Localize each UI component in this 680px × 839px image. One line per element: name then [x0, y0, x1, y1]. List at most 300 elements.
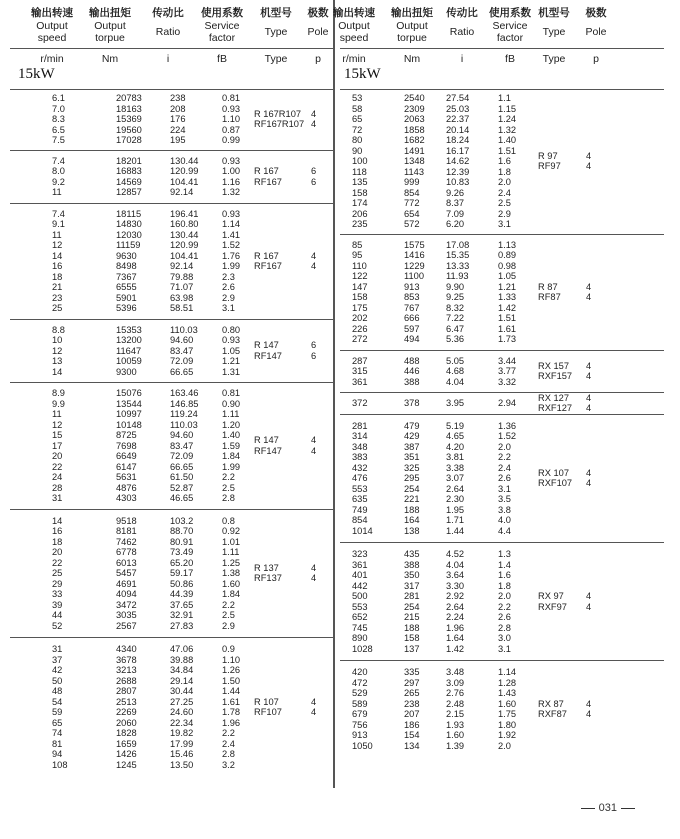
motor-group [10, 151, 334, 204]
service-factor-value: 2.0 [498, 591, 511, 601]
type-label: R 97 [538, 150, 558, 161]
speed-value: 11 [52, 187, 62, 197]
pole-label: 4 [586, 478, 592, 489]
speed-value: 65 [52, 717, 63, 728]
pole-header-en1: Pole [585, 25, 607, 38]
table-row [10, 335, 334, 346]
power-label: 15kW [344, 66, 381, 82]
service-factor-value: 2.0 [498, 177, 511, 187]
speed-value: 756 [352, 719, 368, 730]
pole-label: 4 [311, 250, 317, 261]
pole-cell [311, 109, 316, 130]
type-label: R 147 [254, 340, 279, 351]
service-header-zh: 使用系数 [201, 7, 243, 19]
table-row [340, 209, 664, 220]
table-row [340, 292, 664, 303]
ratio-value: 52.87 [170, 482, 194, 493]
table-row [10, 282, 334, 293]
ratio-value: 63.98 [170, 292, 194, 303]
speed-value: 206 [352, 208, 368, 219]
speed-value: 652 [352, 612, 368, 622]
ratio-value: 72.09 [170, 356, 194, 366]
service-factor-value: 1.26 [222, 665, 241, 675]
pole-label: 4 [586, 392, 592, 403]
speed-value: 11 [52, 409, 62, 419]
table-row [10, 568, 334, 579]
speed-value: 1050 [352, 740, 373, 751]
ratio-value: 2.76 [446, 688, 465, 698]
torque-value: 16883 [116, 166, 142, 176]
service-factor-value: 1.60 [222, 578, 241, 589]
left-table-header [10, 0, 334, 90]
table-row [340, 188, 664, 199]
torque-value: 1491 [404, 145, 425, 156]
torque-value: 597 [404, 323, 420, 334]
table-row [10, 420, 334, 431]
speed-value: 12 [52, 419, 63, 430]
pole-label: 4 [586, 292, 592, 302]
ratio-value: 59.17 [170, 568, 194, 578]
pole-cell [586, 393, 591, 414]
speed-value: 16 [52, 526, 63, 536]
service-factor-value: 2.3 [222, 271, 235, 282]
type-cell [538, 393, 572, 414]
speed-value: 74 [52, 728, 63, 738]
motor-group [340, 90, 664, 235]
ratio-value: 94.60 [170, 335, 194, 345]
table-row [340, 730, 664, 741]
torque-value: 2309 [404, 103, 425, 114]
torque-value: 14569 [116, 176, 142, 187]
table-row [340, 313, 664, 324]
table-row [340, 560, 664, 571]
service-factor-value: 0.93 [222, 103, 241, 114]
speed-value: 281 [352, 420, 368, 431]
service-factor-value: 1.25 [222, 557, 241, 568]
table-row [10, 697, 334, 708]
ratio-value: 65.20 [170, 557, 194, 568]
ratio-value: 224 [170, 124, 186, 135]
right-table [333, 0, 664, 790]
service-factor-value: 2.8 [498, 622, 511, 633]
table-row [10, 451, 334, 462]
pole-label: 4 [586, 281, 592, 292]
ratio-header-en1: Ratio [155, 25, 181, 38]
service-factor-value: 1.8 [498, 166, 511, 177]
torque-header-en1: Output [94, 19, 126, 32]
speed-value: 174 [352, 198, 368, 208]
speed-value: 18 [52, 536, 63, 547]
pole-label: 4 [311, 261, 317, 271]
service-unit: fB [505, 53, 515, 65]
speed-value: 22 [52, 557, 63, 568]
service-factor-value: 1.10 [222, 654, 241, 665]
speed-value: 39 [52, 599, 63, 610]
torque-value: 7698 [116, 440, 137, 451]
service-factor-value: 1.14 [222, 219, 241, 229]
type-cell [538, 151, 561, 172]
speed-value: 383 [352, 452, 368, 462]
torque-value: 388 [404, 376, 420, 387]
table-row [10, 187, 334, 198]
speed-value: 175 [352, 302, 368, 313]
service-factor-value: 1.14 [498, 667, 517, 677]
service-factor-value: 1.40 [498, 135, 517, 145]
service-factor-value: 1.4 [498, 559, 511, 570]
speed-value: 94 [52, 749, 63, 759]
ratio-value: 3.38 [446, 462, 465, 473]
ratio-value: 34.84 [170, 665, 194, 675]
torque-value: 221 [404, 494, 420, 504]
table-row [10, 261, 334, 272]
table-row [340, 463, 664, 474]
motor-group [10, 383, 334, 510]
speed-value: 21 [52, 282, 63, 292]
speed-value: 23 [52, 292, 63, 303]
ratio-value: 5.36 [446, 334, 465, 344]
service-factor-value: 1.31 [222, 366, 241, 377]
type-unit: Type [264, 53, 288, 65]
table-row [340, 633, 664, 644]
ratio-value: 22.37 [446, 114, 470, 124]
service-factor-value: 2.2 [498, 452, 511, 462]
torque-value: 6147 [116, 461, 137, 472]
pole-cell [586, 591, 591, 612]
service-factor-value: 1.42 [498, 302, 517, 313]
speed-value: 913 [352, 730, 368, 740]
table-row [10, 655, 334, 666]
ratio-value: 27.54 [446, 93, 470, 103]
pole-cell [586, 699, 591, 720]
type-label: RXF97 [538, 601, 567, 612]
torque-unit: Nm [403, 53, 421, 65]
torque-value: 572 [404, 219, 420, 229]
torque-value: 854 [404, 187, 420, 198]
torque-value: 335 [404, 667, 420, 677]
service-factor-value: 1.10 [222, 114, 241, 124]
table-row [10, 579, 334, 590]
table-row [10, 409, 334, 420]
ratio-header-zh: 传动比 [152, 7, 184, 19]
torque-value: 10148 [116, 419, 142, 430]
torque-value: 1682 [404, 135, 425, 145]
table-row [10, 718, 334, 729]
service-factor-value: 3.5 [498, 494, 511, 504]
ratio-value: 5.19 [446, 420, 465, 431]
service-factor-value: 1.28 [498, 677, 517, 688]
torque-value: 11647 [116, 345, 142, 356]
speed-value: 6.5 [52, 124, 65, 135]
table-row [10, 472, 334, 483]
speed-value: 15 [52, 430, 63, 440]
service-factor-value: 3.1 [222, 303, 235, 313]
ratio-value: 2.15 [446, 709, 465, 719]
speed-value: 361 [352, 376, 368, 387]
table-row [340, 709, 664, 720]
service-header-en2: factor [208, 32, 236, 44]
table-row [340, 177, 664, 188]
table-row [340, 146, 664, 157]
ratio-value: 25.03 [446, 103, 470, 114]
service-factor-value: 1.8 [498, 580, 511, 591]
speed-value: 890 [352, 633, 368, 643]
speed-value: 100 [352, 156, 368, 166]
speed-value: 315 [352, 366, 368, 376]
torque-value: 154 [404, 730, 420, 740]
service-factor-value: 1.21 [498, 281, 517, 292]
service-factor-value: 2.2 [222, 599, 235, 610]
speed-value: 90 [352, 145, 363, 156]
service-factor-value: 1.21 [222, 356, 241, 366]
torque-header-en2: torpue [397, 32, 427, 44]
type-label: RF107 [254, 707, 282, 717]
ratio-value: 163.46 [170, 388, 199, 398]
table-row [340, 334, 664, 345]
speed-header [324, 7, 384, 45]
ratio-value: 4.65 [446, 431, 465, 441]
table-row [340, 526, 664, 537]
speed-value: 401 [352, 570, 368, 580]
service-factor-value: 2.2 [222, 472, 235, 482]
table-row [10, 272, 334, 283]
speed-value: 44 [52, 610, 63, 620]
ratio-value: 39.88 [170, 654, 194, 665]
service-factor-value: 1.75 [498, 709, 517, 719]
pole-header-zh: 极数 [307, 7, 329, 19]
speed-unit: r/min [40, 53, 64, 65]
table-row [340, 282, 664, 293]
ratio-value: 1.96 [446, 622, 465, 633]
service-factor-value: 1.51 [498, 145, 517, 156]
table-row [340, 431, 664, 442]
left-table [10, 0, 334, 790]
pole-label: 4 [311, 707, 317, 717]
ratio-value: 120.99 [170, 166, 199, 176]
service-factor-value: 1.24 [498, 114, 517, 124]
speed-value: 14 [52, 515, 63, 526]
service-factor-value: 1.3 [498, 549, 511, 559]
service-factor-value: 1.43 [498, 688, 517, 698]
motor-group [340, 543, 664, 661]
service-factor-value: 1.00 [222, 166, 241, 176]
service-factor-value: 3.8 [498, 504, 511, 515]
type-cell [254, 109, 304, 130]
service-factor-value: 1.41 [222, 229, 241, 240]
type-unit: Type [542, 53, 566, 65]
ratio-value: 17.08 [446, 239, 470, 250]
ratio-unit: i [460, 53, 464, 65]
table-row [10, 589, 334, 600]
service-factor-value: 3.1 [498, 643, 511, 654]
torque-value: 351 [404, 452, 420, 462]
table-row [10, 707, 334, 718]
torque-value: 6649 [116, 451, 137, 461]
type-label: RX 87 [538, 698, 564, 709]
header-divider [10, 48, 334, 49]
service-factor-value: 1.61 [498, 323, 517, 334]
table-row [10, 166, 334, 177]
torque-unit: Nm [101, 53, 119, 65]
page-number: 031 [581, 802, 635, 814]
torque-value: 4340 [116, 644, 137, 654]
torque-value: 654 [404, 208, 420, 219]
table-row [10, 483, 334, 494]
ratio-value: 2.64 [446, 483, 465, 494]
service-factor-value: 1.16 [222, 176, 241, 187]
service-factor-value: 2.9 [222, 620, 235, 631]
type-cell [538, 361, 572, 382]
speed-value: 553 [352, 601, 368, 612]
torque-value: 7367 [116, 271, 137, 282]
torque-value: 429 [404, 431, 420, 441]
ratio-value: 19.82 [170, 728, 194, 738]
torque-value: 20783 [116, 93, 142, 103]
ratio-value: 71.07 [170, 282, 194, 292]
ratio-value: 1.95 [446, 504, 465, 515]
service-factor-value: 1.32 [498, 124, 517, 135]
speed-value: 108 [52, 759, 68, 770]
torque-value: 913 [404, 281, 420, 292]
ratio-header-en1: Ratio [449, 25, 475, 38]
ratio-value: 18.24 [446, 135, 470, 145]
speed-value: 53 [352, 93, 363, 103]
motor-group [10, 638, 334, 774]
ratio-value: 13.33 [446, 260, 470, 271]
table-row [340, 303, 664, 314]
torque-value: 3678 [116, 654, 137, 665]
table-row [340, 366, 664, 377]
speed-value: 158 [352, 187, 368, 198]
service-header-en1: Service [204, 19, 240, 32]
service-factor-value: 0.99 [222, 135, 241, 145]
ratio-value: 103.2 [170, 515, 194, 526]
service-factor-value: 1.52 [498, 431, 517, 441]
ratio-value: 30.44 [170, 686, 194, 696]
torque-value: 6013 [116, 557, 137, 568]
service-factor-value: 1.96 [222, 717, 241, 728]
service-factor-value: 1.52 [222, 240, 241, 250]
torque-header-en1: Output [396, 19, 428, 32]
service-factor-value: 1.99 [222, 461, 241, 472]
ratio-value: 3.81 [446, 452, 465, 462]
torque-value: 5396 [116, 303, 137, 313]
pole-label: 4 [311, 573, 317, 584]
speed-header-en2: speed [339, 32, 369, 44]
type-label: RX 157 [538, 360, 570, 371]
service-factor-value: 1.38 [222, 568, 241, 578]
table-row [10, 537, 334, 548]
table-row [10, 493, 334, 504]
speed-value: 158 [352, 292, 368, 302]
speed-value: 679 [352, 709, 368, 719]
type-label: R 147 [254, 435, 279, 446]
speed-value: 81 [52, 738, 63, 749]
torque-value: 5457 [116, 568, 137, 578]
service-factor-value: 1.51 [498, 313, 517, 323]
type-cell [254, 435, 282, 456]
torque-value: 494 [404, 334, 420, 344]
torque-value: 2688 [116, 675, 137, 686]
speed-value: 17 [52, 440, 63, 451]
speed-value: 226 [352, 323, 368, 334]
service-factor-value: 1.05 [498, 271, 517, 281]
table-row [340, 104, 664, 115]
torque-value: 666 [404, 313, 420, 323]
ratio-value: 17.99 [170, 738, 194, 749]
type-label: RF87 [538, 292, 561, 302]
ratio-value: 14.62 [446, 156, 470, 166]
table-row [10, 251, 334, 262]
service-factor-value: 2.8 [222, 749, 235, 759]
table-row [340, 581, 664, 592]
speed-value: 9.9 [52, 398, 65, 409]
torque-value: 2063 [404, 114, 425, 124]
speed-value: 361 [352, 559, 368, 570]
ratio-value: 146.85 [170, 398, 199, 409]
speed-value: 472 [352, 677, 368, 688]
pole-cell [586, 468, 591, 489]
type-cell [538, 282, 561, 303]
ratio-value: 4.20 [446, 441, 465, 452]
pole-cell [311, 697, 316, 718]
ratio-value: 8.37 [446, 198, 465, 208]
ratio-value: 20.14 [446, 124, 470, 135]
speed-value: 59 [52, 707, 63, 717]
table-row [340, 324, 664, 335]
service-factor-value: 4.4 [498, 525, 511, 536]
ratio-value: 3.09 [446, 677, 465, 688]
torque-value: 134 [404, 740, 420, 751]
pole-label: 4 [586, 698, 592, 709]
table-row [340, 261, 664, 272]
table-row [340, 678, 664, 689]
table-row [340, 250, 664, 261]
ratio-value: 2.24 [446, 612, 465, 622]
ratio-value: 208 [170, 103, 186, 114]
type-header-en1: Type [542, 25, 566, 38]
torque-value: 10059 [116, 356, 142, 366]
torque-value: 2540 [404, 93, 425, 103]
torque-value: 188 [404, 504, 420, 515]
speed-value: 9.2 [52, 176, 65, 187]
service-factor-value: 2.6 [498, 612, 511, 622]
table-row [340, 623, 664, 634]
ratio-value: 9.25 [446, 292, 465, 302]
ratio-value: 58.51 [170, 303, 194, 313]
table-row [340, 591, 664, 602]
table-row [340, 515, 664, 526]
service-factor-value: 2.2 [498, 601, 511, 612]
ratio-value: 32.91 [170, 610, 194, 620]
table-row [340, 741, 664, 752]
speed-value: 29 [52, 578, 63, 589]
pole-label: 4 [586, 467, 592, 478]
ratio-value: 4.04 [446, 376, 465, 387]
torque-value: 5901 [116, 292, 137, 303]
table-row [10, 760, 334, 771]
ratio-value: 88.70 [170, 526, 194, 536]
torque-value: 1575 [404, 239, 425, 250]
service-factor-value: 1.6 [498, 570, 511, 580]
torque-value: 215 [404, 612, 420, 622]
motor-group [340, 661, 664, 755]
pole-label: 6 [311, 176, 317, 187]
table-row [340, 505, 664, 516]
torque-value: 3472 [116, 599, 137, 610]
table-row [340, 549, 664, 560]
type-cell [538, 591, 567, 612]
service-factor-value: 0.9 [222, 644, 235, 654]
